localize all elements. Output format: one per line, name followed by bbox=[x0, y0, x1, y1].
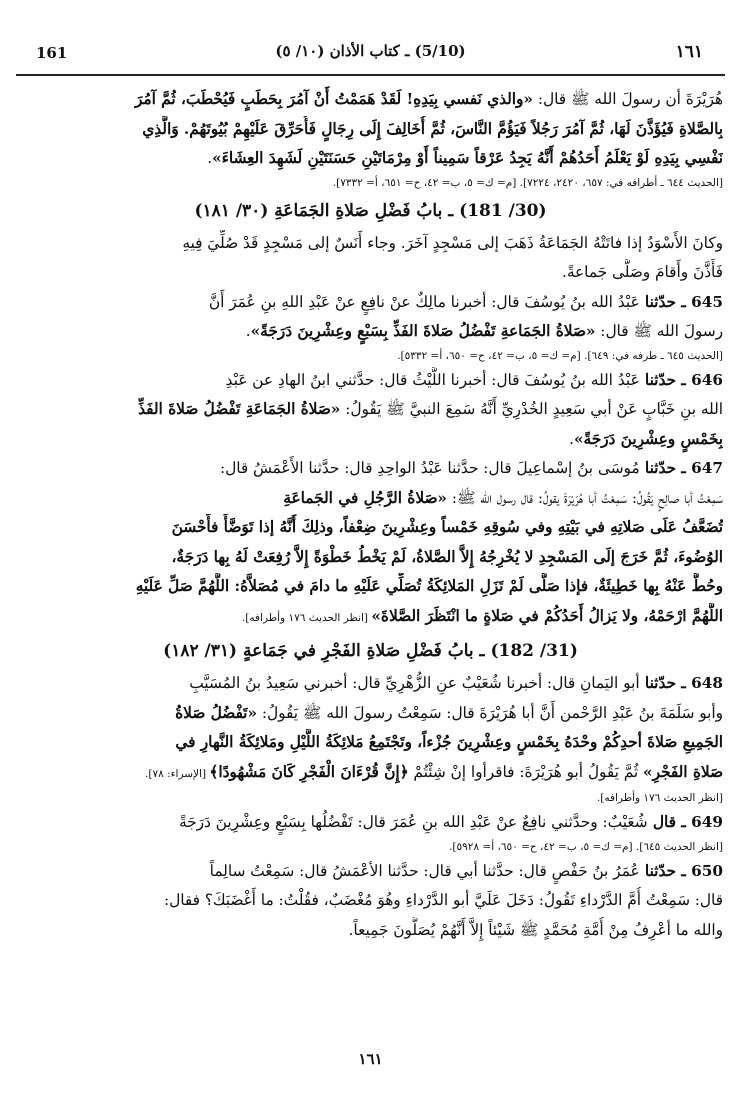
page-body bbox=[18, 86, 723, 946]
hadith-reference: [الحديث ٦٤٥ ـ طرفه في: ٦٤٩]. [م= ك= ٥، ب= ٤٢، ح= ٦٥٠، أ= ٥٣٣٢]. bbox=[397, 349, 723, 362]
text-run: وأبو سَلَمَةَ بنُ عَبْدِ الرَّحْمن أَنَّ أبا هُرَيْرَةَ قال: سَمِعْتُ رسولَ الله ﷺ يَقُولُ: bbox=[257, 703, 723, 722]
text-run: . bbox=[569, 429, 574, 448]
text-line bbox=[18, 858, 723, 886]
bold-text: نَفْسِي بِيَدِهِ لَوْ يَعْلَمُ أَحَدُهُمْ أَنَّهُ يَجِدُ عَرْقاً سَمِيناً أَوْ مِرْمَاتَيْنِ حَسَنَتَيْنِ لَشَهِدَ العِشَاءَ» bbox=[212, 149, 723, 167]
text-run: . bbox=[245, 322, 251, 340]
text-run: عَبْدُ الله بنُ يُوسُفَ قال: أخبرنا اللَّيْثُ قال: حدَّثني ابنُ الهادِ عن عَبْدِ bbox=[225, 370, 640, 389]
text-line bbox=[18, 670, 723, 698]
hadith-reference: [انظر الحديث ١٧٦ وأطرافه]. bbox=[596, 792, 723, 804]
text-line bbox=[18, 917, 723, 945]
text-run: . bbox=[207, 149, 213, 167]
text-run: رسولَ الله ﷺ قال: bbox=[595, 322, 723, 340]
text-line bbox=[18, 700, 723, 728]
text-run: ثُمَّ يَقُولُ أبو هُرَيْرَةَ: فاقرأوا إنْ شِئْتُمْ bbox=[408, 762, 644, 781]
chapter-heading: (31/ 182) ـ بابُ فَضْلِ صَلاةِ الفَجْرِ في جَمَاعةٍ (٣١/ ١٨٢) bbox=[163, 641, 578, 661]
text-line bbox=[18, 809, 723, 837]
text-line bbox=[18, 455, 723, 483]
text-line bbox=[18, 367, 723, 395]
small-reference: [انظر الحديث ١٧٦ وأطرافه]. bbox=[241, 611, 372, 624]
bold-text: الوُضُوءَ، ثُمَّ خَرَجَ إلَى المَسْجِدِ لا يُخْرِجُهُ إِلاَّ الصَّلاةُ، لَمْ يَخْطُ خَطْوَةً إِلاَّ رُفِعَتْ لَهُ بِها دَرَجَةٌ، bbox=[171, 547, 723, 566]
text-line bbox=[18, 289, 723, 317]
bold-text: «صَلاةُ الجَمَاعَةِ تَفْضُلُ صَلاةَ الفَذِّ bbox=[138, 400, 341, 418]
bold-text: صَلاةِ الفَجْرِ» bbox=[643, 762, 723, 781]
small-reference: [الإسراء: ٧٨]. bbox=[145, 767, 210, 780]
bold-text: 645 ـ حدّثنا bbox=[639, 292, 723, 311]
text-line bbox=[18, 396, 723, 424]
bold-text: وحُطَّ عَنْهُ بِها خَطِيئَةٌ، فإذا صَلَّى لَمْ تَزَلِ المَلائِكَةُ تُصَلِّي عَلَيْهِ ما دامَ في مُصَلاَّهُ: اللَّهُمَّ صَلِّ عَلَيْهِ bbox=[135, 577, 723, 595]
bold-text: «تَفْضُلُ صَلاةُ bbox=[175, 703, 258, 722]
page-number-latin: 161 bbox=[36, 44, 68, 62]
text-line bbox=[18, 603, 723, 633]
text-line bbox=[18, 729, 723, 757]
text-run: قال: سَمِعْتُ أُمَّ الدَّرْداءِ تَقُولُ: دَخَلَ عَلَيَّ أبو الدَّرْداءِ وهُوَ مُغْضَبٌ، فقُلْتُ: ما أَغْضَبَكَ؟ فقال: bbox=[163, 891, 723, 909]
text-line bbox=[18, 318, 723, 346]
text-run: هُرَيْرَةَ أن رسولَ الله ﷺ قال: bbox=[533, 90, 723, 108]
bold-text: بِخَمْسٍ وعِشْرِينَ دَرَجَةً» bbox=[573, 429, 723, 448]
page-number-arabic: ١٦١ bbox=[675, 42, 703, 62]
text-run: أبو اليَمانِ قال: أخبرنا شُعَيْبٌ عنِ الزُّهْرِيِّ قال: أخبرني سَعِيدُ بنُ المُسَيَّبِ bbox=[189, 674, 640, 692]
hadith-reference: [الحديث ٦٤٤ ـ أطرافه في: ٦٥٧، ٢٤٢٠، ٧٢٢٤]. [م= ك= ٥، ب= ٤٢، ح= ٦٥١، أ= ٧٣٣٢]. bbox=[332, 176, 723, 189]
text-run: سَمِعْتُ أبا صالِحٍ يَقُولُ: سَمِعْتُ أبا هُرَيْرَةَ يقولُ: قال رسول الله ﷺ: bbox=[447, 488, 723, 507]
bold-text: بِالصَّلاةِ فَيُؤَذَّنَ لَهَا، ثُمَّ آمُرَ رَجُلاً فَيَؤُمَّ النَّاسَ، ثُمَّ أُخَالِفَ إِلَى رِجَالٍ فَأُحَرِّقَ عَلَيْهِمْ بُيُوتَهُمْ. وَالَّذِي bbox=[142, 119, 723, 138]
text-line bbox=[18, 426, 723, 454]
bold-text: «صَلاةُ الجَمَاعةِ تَفْضُلُ صَلاةَ الفَذِّ بِسَبْعٍ وعِشْرِينَ دَرَجَةً» bbox=[250, 322, 596, 340]
bold-text: اللَّهُمَّ ارْحَمْهُ، ولا يَزالُ أَحَدُكُمْ في صَلاةٍ ما انْتَظَرَ الصَّلاةَ» bbox=[371, 606, 723, 625]
text-line bbox=[18, 230, 723, 258]
text-line bbox=[18, 259, 723, 287]
text-run: مُوسَى بنُ إسْماعِيلَ قال: حدَّثنا عَبْدُ الواحِدِ قال: حدَّثنا الأَعْمَشُ قال: bbox=[219, 459, 640, 477]
bold-text: «صَلاةُ الرَّجُلِ في الجَماعَةِ bbox=[283, 488, 447, 507]
header-rule bbox=[16, 74, 725, 76]
text-line bbox=[18, 485, 723, 513]
bold-text: الجَمِيعِ صَلاةَ أحدِكُمْ وحْدَهُ بِخَمْسٍ وعِشْرِينَ جُزْءاً، وتَجْتَمِعُ مَلائِكَةُ اللَّيْلِ ومَلائِكَةُ النَّهارِ في bbox=[175, 733, 723, 751]
text-run: الله بنِ خَبَّابٍ عَنْ أبي سَعِيدٍ الخُدْرِيِّ أَنَّهُ سَمِعَ النبيَّ ﷺ يَقُولُ: bbox=[340, 400, 723, 418]
bold-text: 649 ـ قال bbox=[647, 813, 723, 831]
text-run: شُعَيْبٌ: وحدَّثني نافِعٌ عنْ عَبْدِ الله بنِ عُمَرَ قال: تَفْضُلُها بِسَبْعٍ وعِشْرِينَ دَرَجَةً bbox=[178, 813, 648, 831]
chapter-heading: (30/ 181) ـ بابُ فَضْلِ صَلاةِ الجَمَاعَةِ (٣٠/ ١٨١) bbox=[194, 200, 547, 221]
text-line bbox=[18, 145, 723, 173]
text-line bbox=[18, 86, 723, 114]
text-line bbox=[18, 116, 723, 144]
hadith-reference: [انظر الحديث ٦٤٥]. [م= ك= ٥، ب= ٤٢، ح= ٦٥٠، أ= ٥٩٢٨]. bbox=[449, 840, 723, 853]
text-run: عُمَرُ بنُ حَفْصٍ قال: حدَّثنا أبي قال: حدَّثنا الأعْمَشُ قال: سَمِعْتُ سالِماً bbox=[209, 861, 640, 880]
text-run: عَبْدُ الله بنُ يُوسُفَ قال: أخبرنا مالِكٌ عنْ نافِعٍ عنْ عَبْدِ اللهِ بنِ عُمَرَ أَنَّ bbox=[208, 292, 640, 311]
bold-text: «والذي نَفسي بِيَدِهِ! لَقَدْ هَمَمْتُ أَنْ آمُرَ بِحَطَبٍ فَيُحْطَبَ، ثُمَّ آمُرَ bbox=[134, 90, 533, 108]
text-run: فَأَذَّنَ وأَقامَ وصَلَّى جَماعةً. bbox=[561, 263, 723, 281]
text-line bbox=[18, 544, 723, 572]
bold-text: تُضَعَّفُ عَلَى صَلاتِهِ في بَيْتِهِ وفي سُوقِهِ خَمْساً وعِشْرِينَ ضِعْفاً، وذلِكَ أَنَّهُ إذا تَوَضَّأَ فأَحْسَنَ bbox=[171, 518, 723, 536]
page-header bbox=[16, 42, 725, 70]
bold-text: 648 ـ حدّثنا bbox=[639, 674, 723, 692]
bold-text: ﴿إِنَّ قُرْءَانَ الْفَجْرِ كَانَ مَشْهُودًا﴾ bbox=[209, 762, 409, 781]
text-run: والله ما أعْرِفُ مِنْ أُمَّةِ مُحَمَّدٍ ﷺ شَيْئاً إِلاَّ أَنَّهُمْ يُصَلُّونَ جَمِيعاً. bbox=[348, 920, 723, 939]
text-line bbox=[18, 887, 723, 915]
bold-text: 650 ـ حدّثنا bbox=[639, 861, 723, 880]
text-line bbox=[18, 573, 723, 601]
text-run: وكانَ الأَسْوَدُ إذا فاتَتْهُ الجَمَاعَةُ ذَهَبَ إلى مَسْجِدٍ آخَرَ. وجاء أَنَسٌ إلى مَسْجِدٍ قَدْ صُلِّيَ فِيهِ bbox=[182, 233, 723, 252]
footer-page-number: ١٦١ bbox=[358, 1050, 383, 1068]
bold-text: 647 ـ حدّثنا bbox=[639, 459, 723, 477]
text-line bbox=[18, 759, 723, 789]
running-title: (5/10) ـ كتاب الأذان (١٠/ ٥) bbox=[275, 42, 466, 60]
text-line bbox=[18, 514, 723, 542]
bold-text: 646 ـ حدّثنا bbox=[639, 370, 723, 389]
